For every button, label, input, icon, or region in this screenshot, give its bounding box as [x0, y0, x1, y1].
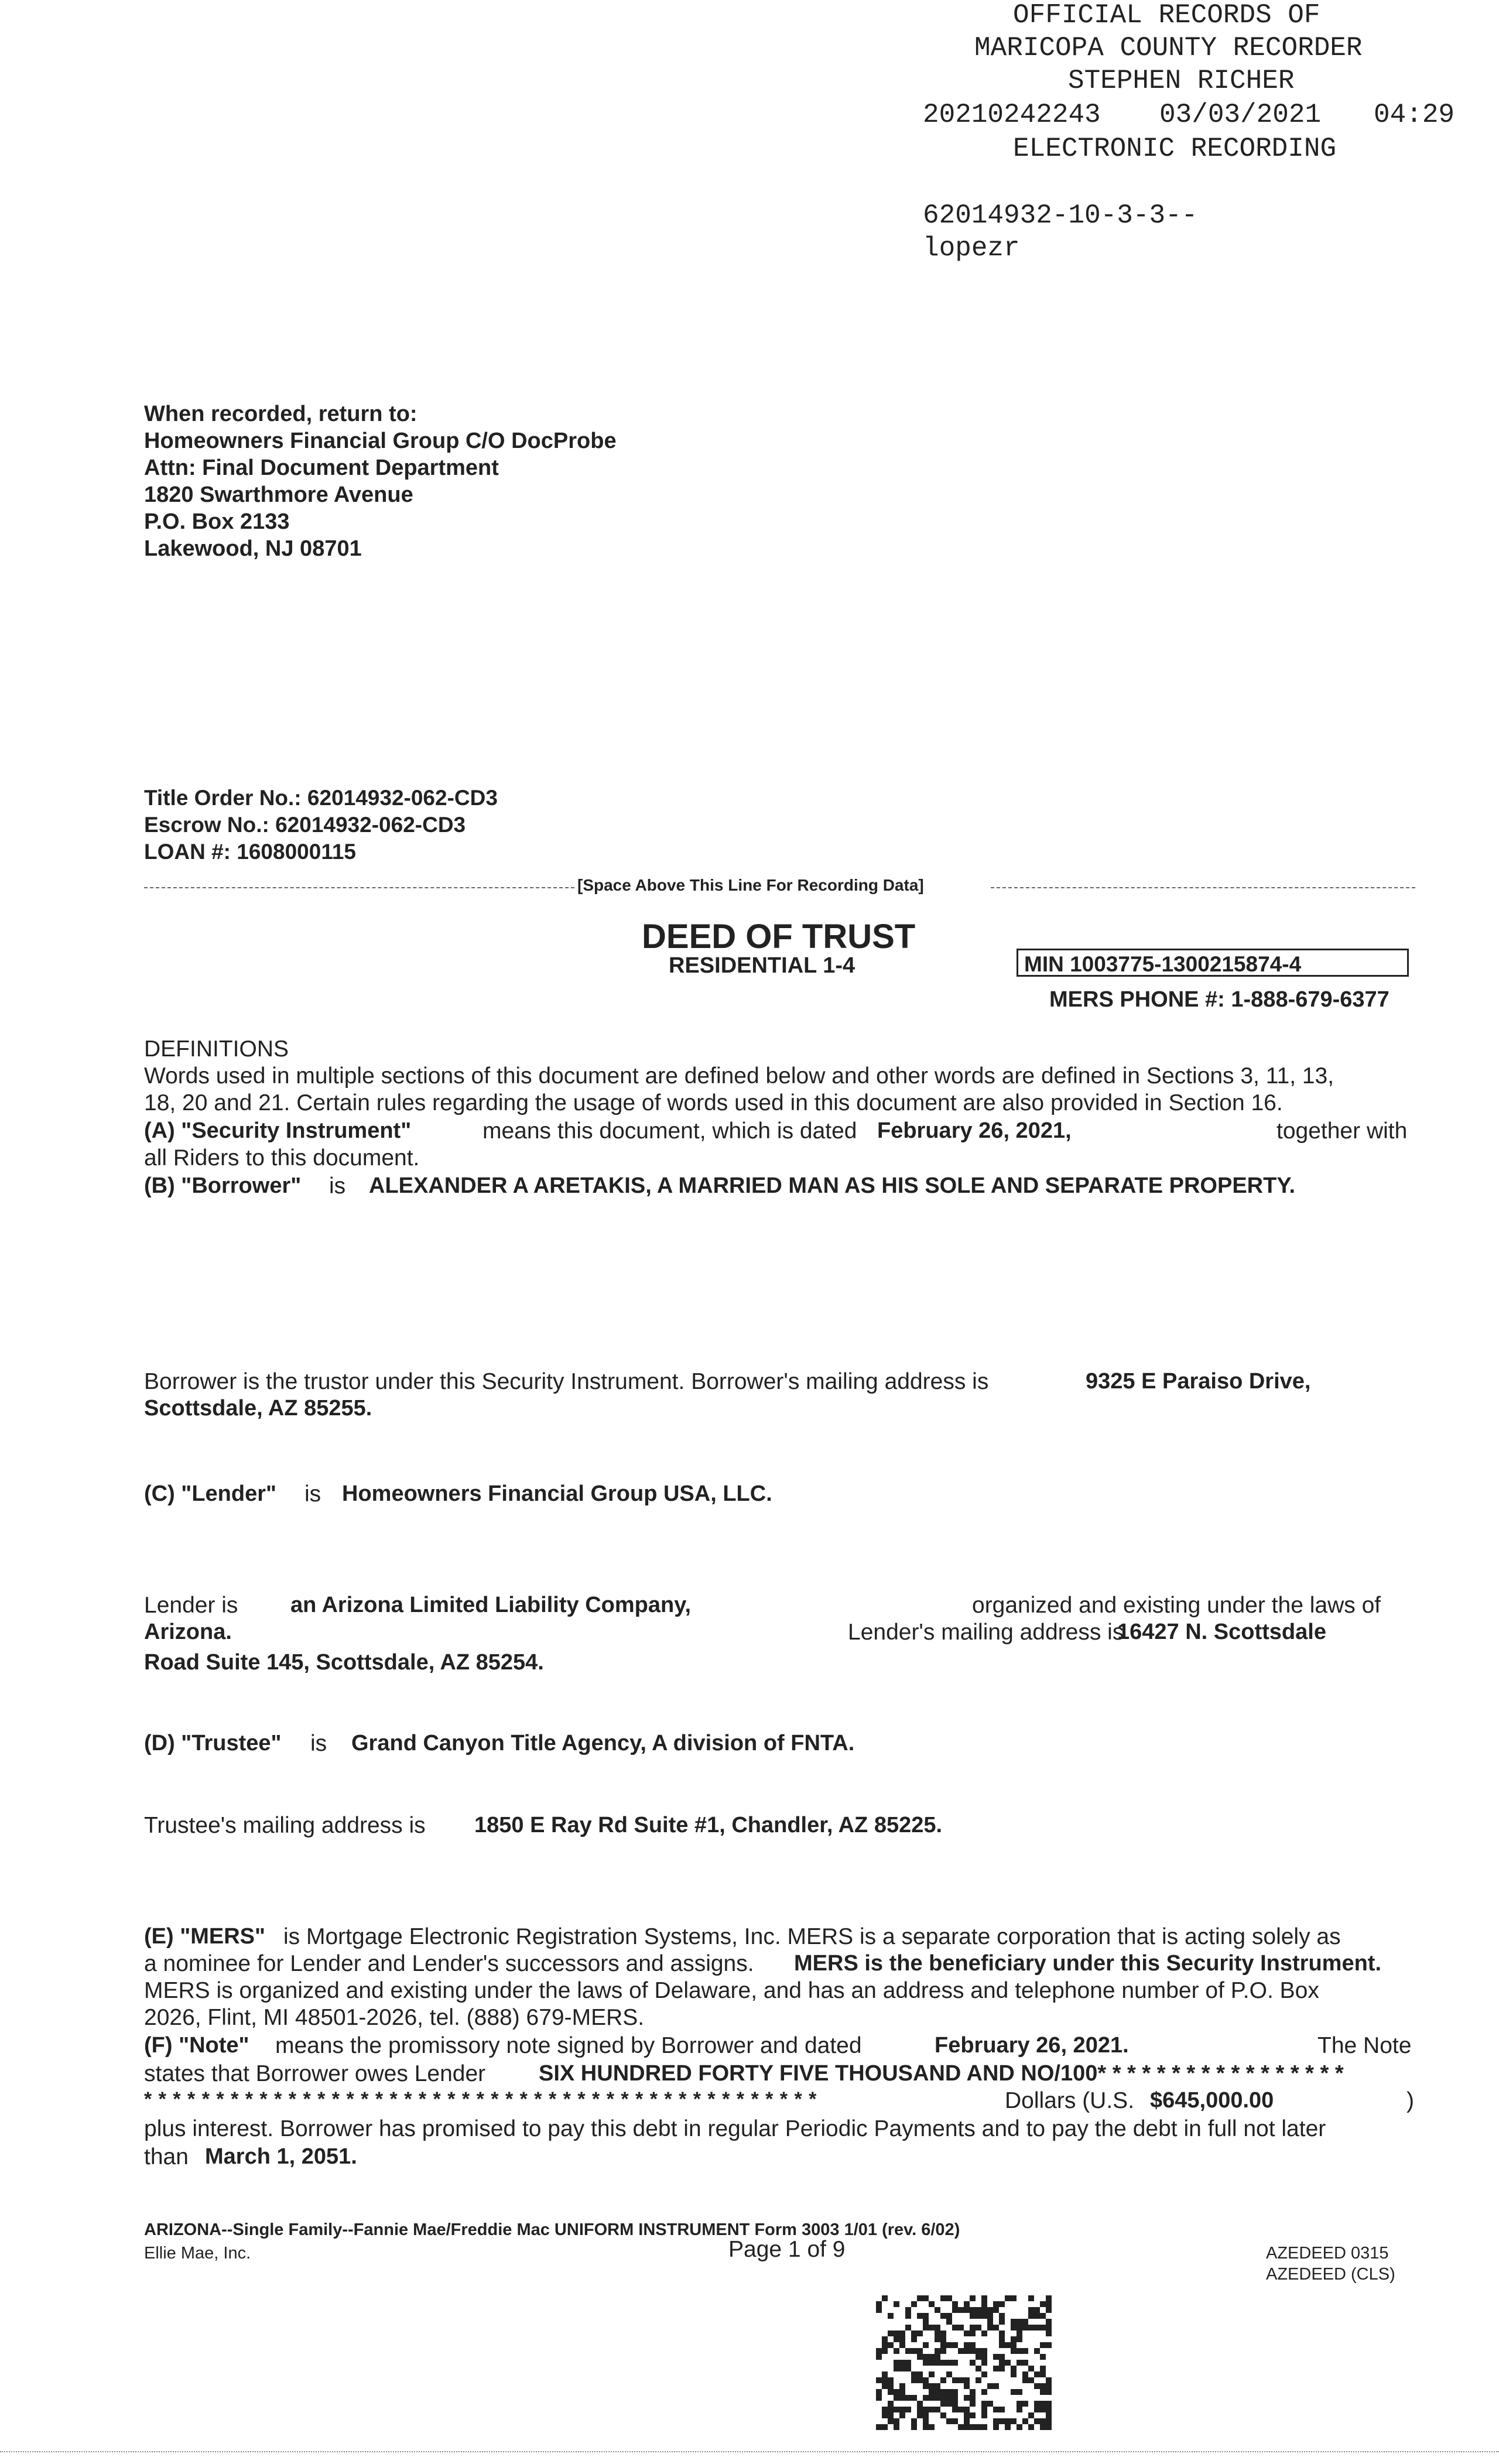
- def-e-line2b: MERS is the beneficiary under this Security Instrument.: [794, 1951, 1382, 1976]
- def-c-is: is: [304, 1481, 321, 1507]
- return-to-line: Lakewood, NJ 08701: [144, 536, 362, 561]
- vendor-name: Ellie Mae, Inc.: [144, 2244, 251, 2263]
- return-to-line: Attn: Final Document Department: [144, 456, 499, 480]
- stamp-date: 03/03/2021: [1159, 100, 1322, 130]
- def-e-label: (E) "MERS": [144, 1924, 266, 1949]
- stamp-type: ELECTRONIC RECORDING: [1013, 134, 1337, 164]
- lender-organized-text: organized and existing under the laws of: [972, 1593, 1381, 1618]
- borrower-trustor-text: Borrower is the trustor under this Security Instrument. Borrower's mailing address is: [144, 1369, 989, 1394]
- return-to-line: P.O. Box 2133: [144, 509, 290, 534]
- trustee-address: 1850 E Ray Rd Suite #1, Chandler, AZ 85225.: [474, 1813, 943, 1837]
- lender-entity-type: an Arizona Limited Liability Company,: [290, 1593, 692, 1617]
- def-e-line1: is Mortgage Electronic Registration Systems, Inc. MERS is a separate corporation that is acting solely as: [283, 1924, 1341, 1949]
- footer-code-1: AZEDEED 0315: [1266, 2244, 1389, 2263]
- def-f-dollars: Dollars (U.S.: [1005, 2088, 1135, 2113]
- def-d-is: is: [310, 1731, 327, 1756]
- divider-left: [144, 887, 574, 888]
- stamp-ref: 62014932-10-3-3--: [923, 200, 1198, 231]
- def-f-text: means the promissory note signed by Borrower and dated: [275, 2033, 862, 2058]
- stamp-user: lopezr: [923, 233, 1020, 263]
- bottom-rule: [0, 2451, 1499, 2452]
- stamp-line-2: MARICOPA COUNTY RECORDER: [974, 33, 1363, 63]
- definitions-heading: DEFINITIONS: [144, 1036, 289, 1062]
- def-e-line2a: a nominee for Lender and Lender's successors and assigns.: [144, 1951, 754, 1976]
- form-identifier: ARIZONA--Single Family--Fannie Mae/Freddie Mac UNIFORM INSTRUMENT Form 3003 1/01 (rev. 6/02): [144, 2220, 960, 2239]
- def-f-tail: The Note: [1317, 2033, 1412, 2058]
- return-to-heading: When recorded, return to:: [144, 402, 417, 426]
- borrower-address-line2: Scottsdale, AZ 85255.: [144, 1396, 372, 1421]
- def-b-is: is: [329, 1173, 346, 1199]
- note-amount-words: SIX HUNDRED FORTY FIVE THOUSAND AND NO/100* * * * * * * * * * * * * * * * *: [539, 2061, 1344, 2086]
- return-to-line: 1820 Swarthmore Avenue: [144, 482, 413, 507]
- stamp-time: 04:29: [1374, 100, 1455, 130]
- title-order-number: Title Order No.: 62014932-062-CD3: [144, 786, 498, 810]
- def-b-label: (B) "Borrower": [144, 1173, 302, 1198]
- asterisk-fill: * * * * * * * * * * * * * * * * * * * * * * * * * * * * * * * * * * * * * * * * * * * * * * *: [144, 2088, 817, 2110]
- divider-right: [991, 887, 1415, 888]
- def-a-tail: together with: [1276, 1118, 1408, 1144]
- def-e-line4: 2026, Flint, MI 48501-2026, tel. (888) 679-MERS.: [144, 2005, 645, 2030]
- page-number: Page 1 of 9: [728, 2237, 846, 2262]
- def-a-text: means this document, which is dated: [482, 1118, 857, 1144]
- space-above-note: [Space Above This Line For Recording Data]: [577, 876, 924, 894]
- def-f-than: than: [144, 2144, 189, 2169]
- trustee-name: Grand Canyon Title Agency, A division of FNTA.: [351, 1731, 855, 1755]
- borrower-address-line1: 9325 E Paraiso Drive,: [1086, 1369, 1311, 1394]
- def-f-label: (F) "Note": [144, 2033, 249, 2058]
- barcode-icon: [876, 2295, 1052, 2434]
- def-c-label: (C) "Lender": [144, 1481, 277, 1506]
- def-a-line2: all Riders to this document.: [144, 1145, 420, 1171]
- def-f-owes-text: states that Borrower owes Lender: [144, 2061, 486, 2086]
- def-f-paren: ): [1406, 2088, 1414, 2113]
- min-box: MIN 1003775-1300215874-4: [1017, 949, 1409, 977]
- def-a-label: (A) "Security Instrument": [144, 1118, 412, 1143]
- def-f-line4: plus interest. Borrower has promised to pay this debt in regular Periodic Payments and to pay the debt in full not later: [144, 2116, 1326, 2141]
- stamp-doc-number: 20210242243: [923, 100, 1101, 130]
- trustee-mail-text: Trustee's mailing address is: [144, 1813, 426, 1838]
- mers-phone: MERS PHONE #: 1-888-679-6377: [1049, 987, 1390, 1012]
- def-e-line3: MERS is organized and existing under the laws of Delaware, and has an address and telephone number of P.O. Box: [144, 1978, 1319, 2003]
- loan-number: LOAN #: 1608000115: [144, 840, 357, 864]
- lender-is-text: Lender is: [144, 1593, 238, 1618]
- document-subtitle: RESIDENTIAL 1-4: [669, 953, 855, 978]
- definitions-intro: 18, 20 and 21. Certain rules regarding the usage of words used in this document are also provided in Section 16.: [144, 1090, 1283, 1115]
- stamp-line-3: STEPHEN RICHER: [1068, 66, 1295, 96]
- note-date: February 26, 2021.: [935, 2033, 1129, 2058]
- def-d-label: (D) "Trustee": [144, 1731, 282, 1755]
- lender-mail-text: Lender's mailing address is: [848, 1620, 1124, 1645]
- note-amount: $645,000.00: [1150, 2088, 1274, 2113]
- definitions-intro: Words used in multiple sections of this document are defined below and other words are defined in Sections 3, 11, 13,: [144, 1063, 1334, 1089]
- footer-code-2: AZEDEED (CLS): [1266, 2265, 1395, 2284]
- stamp-line-1: OFFICIAL RECORDS OF: [1013, 0, 1320, 30]
- return-to-line: Homeowners Financial Group C/O DocProbe: [144, 429, 617, 453]
- lender-address-line1: 16427 N. Scottsdale: [1117, 1620, 1326, 1644]
- lender-state: Arizona.: [144, 1620, 232, 1644]
- def-a-date: February 26, 2021,: [877, 1118, 1072, 1143]
- lender-address-line2: Road Suite 145, Scottsdale, AZ 85254.: [144, 1650, 544, 1675]
- document-title: DEED OF TRUST: [642, 918, 916, 956]
- escrow-number: Escrow No.: 62014932-062-CD3: [144, 813, 466, 837]
- maturity-date: March 1, 2051.: [205, 2144, 357, 2169]
- borrower-name: ALEXANDER A ARETAKIS, A MARRIED MAN AS HIS SOLE AND SEPARATE PROPERTY.: [369, 1173, 1296, 1198]
- lender-name: Homeowners Financial Group USA, LLC.: [342, 1481, 772, 1506]
